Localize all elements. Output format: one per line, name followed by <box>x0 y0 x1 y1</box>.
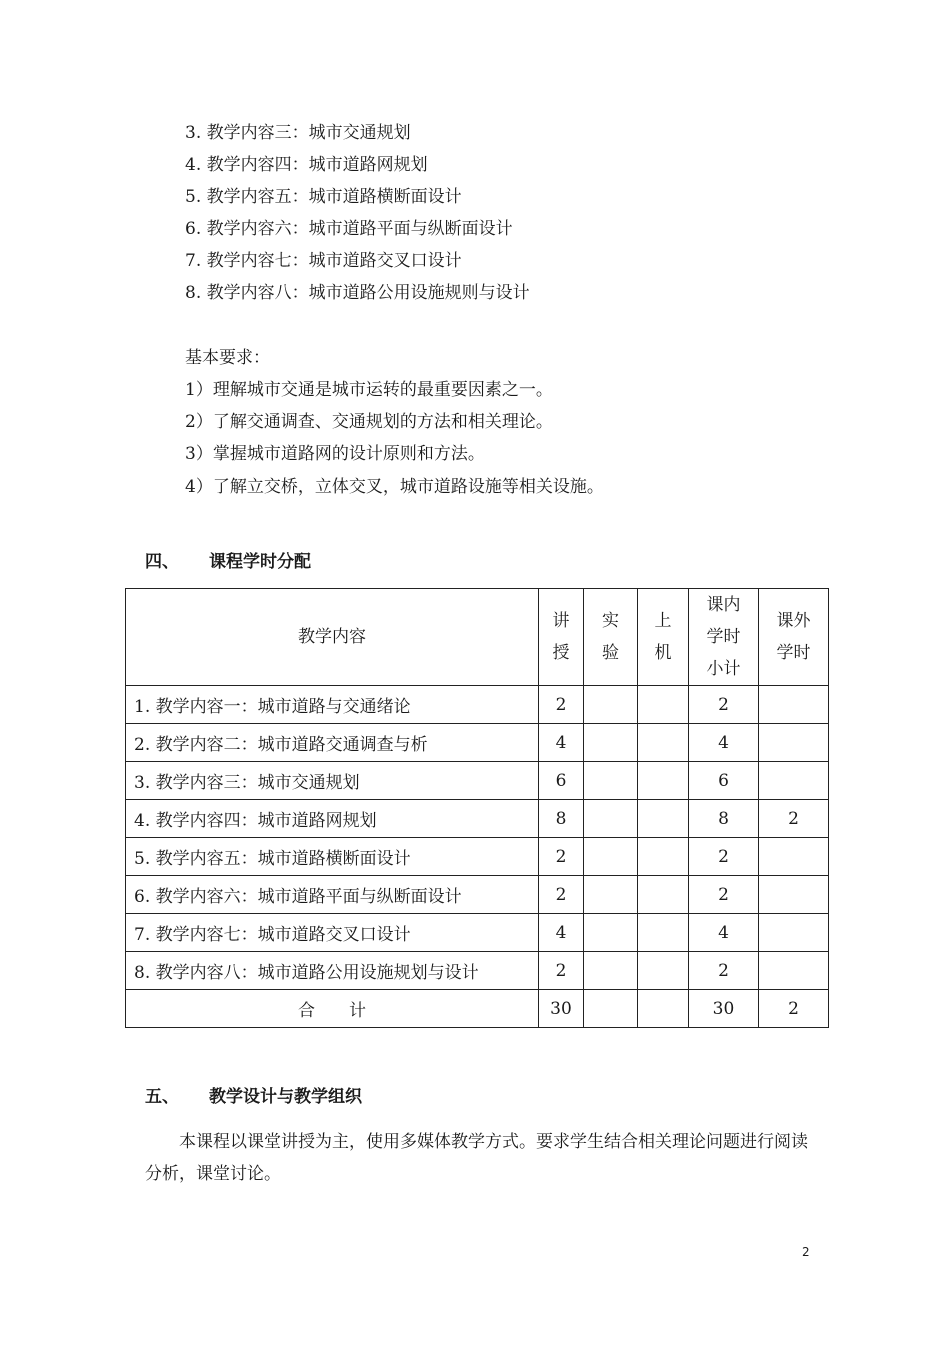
cell-content: 5. 教学内容五：城市道路横断面设计 <box>126 838 539 876</box>
table-row <box>126 914 829 952</box>
cell-extra: 2 <box>759 800 829 838</box>
cell-experiment <box>584 724 638 762</box>
cell-subtotal: 2 <box>689 838 759 876</box>
table-row <box>126 876 829 914</box>
cell-subtotal: 4 <box>689 724 759 762</box>
cell-subtotal: 2 <box>689 686 759 724</box>
cell-extra <box>759 838 829 876</box>
cell-content: 4. 教学内容四：城市道路网规划 <box>126 800 539 838</box>
cell-lecture: 8 <box>539 800 584 838</box>
cell-extra <box>759 876 829 914</box>
cell-lecture: 2 <box>539 876 584 914</box>
total-extra: 2 <box>759 990 829 1028</box>
cell-experiment <box>584 876 638 914</box>
table-row <box>126 838 829 876</box>
table-row <box>126 762 829 800</box>
total-lecture: 30 <box>539 990 584 1028</box>
cell-lecture: 4 <box>539 914 584 952</box>
cell-content: 2. 教学内容二：城市道路交通调查与析 <box>126 724 539 762</box>
header-computer: 上 机 <box>638 589 689 686</box>
content-list-item: 3. 教学内容三：城市交通规划 <box>185 123 411 143</box>
header-content: 教学内容 <box>126 589 539 686</box>
table-row <box>126 800 829 838</box>
requirement-item: 2）了解交通调查、交通规划的方法和相关理论。 <box>185 412 553 432</box>
cell-extra <box>759 686 829 724</box>
cell-computer <box>638 952 689 990</box>
content-list-item: 4. 教学内容四：城市道路网规划 <box>185 155 428 175</box>
header-lecture: 讲 授 <box>539 589 584 686</box>
section-number: 四、 <box>145 552 179 572</box>
cell-extra <box>759 762 829 800</box>
cell-content: 1. 教学内容一：城市道路与交通绪论 <box>126 686 539 724</box>
cell-lecture: 2 <box>539 952 584 990</box>
header-extra: 课外 学时 <box>759 589 829 686</box>
header-experiment: 实 验 <box>584 589 638 686</box>
section-title: 课程学时分配 <box>209 552 311 572</box>
table-row <box>126 952 829 990</box>
cell-subtotal: 8 <box>689 800 759 838</box>
cell-lecture: 4 <box>539 724 584 762</box>
table-row <box>126 724 829 762</box>
hours-table <box>125 588 829 1028</box>
content-list-item: 7. 教学内容七：城市道路交叉口设计 <box>185 251 462 271</box>
cell-subtotal: 6 <box>689 762 759 800</box>
requirement-item: 3）掌握城市道路网的设计原则和方法。 <box>185 444 485 464</box>
cell-computer <box>638 838 689 876</box>
cell-experiment <box>584 686 638 724</box>
section5-paragraph: 本课程以课堂讲授为主，使用多媒体教学方式。要求学生结合相关理论问题进行阅读分析，课堂讨论。 <box>145 1132 808 1184</box>
cell-content: 3. 教学内容三：城市交通规划 <box>126 762 539 800</box>
cell-content: 6. 教学内容六：城市道路平面与纵断面设计 <box>126 876 539 914</box>
cell-computer <box>638 686 689 724</box>
cell-experiment <box>584 914 638 952</box>
cell-subtotal: 4 <box>689 914 759 952</box>
content-list-item: 5. 教学内容五：城市道路横断面设计 <box>185 187 462 207</box>
cell-lecture: 2 <box>539 686 584 724</box>
requirement-item: 4）了解立交桥，立体交叉，城市道路设施等相关设施。 <box>185 477 604 497</box>
requirements-title: 基本要求： <box>185 348 270 368</box>
table-header-row <box>126 589 829 686</box>
cell-computer <box>638 914 689 952</box>
page-number: 2 <box>802 1245 810 1259</box>
cell-experiment <box>584 762 638 800</box>
cell-experiment <box>584 800 638 838</box>
section-heading-4 <box>145 551 311 573</box>
total-subtotal: 30 <box>689 990 759 1028</box>
section-title: 教学设计与教学组织 <box>209 1087 362 1107</box>
cell-computer <box>638 800 689 838</box>
cell-computer <box>638 724 689 762</box>
cell-content: 7. 教学内容七：城市道路交叉口设计 <box>126 914 539 952</box>
cell-subtotal: 2 <box>689 952 759 990</box>
content-list-item: 8. 教学内容八：城市道路公用设施规则与设计 <box>185 283 530 303</box>
cell-extra <box>759 952 829 990</box>
total-computer <box>638 990 689 1028</box>
section-heading-5 <box>145 1086 362 1108</box>
total-experiment <box>584 990 638 1028</box>
cell-computer <box>638 762 689 800</box>
table-total-row <box>126 990 829 1028</box>
total-label: 合 计 <box>126 990 539 1028</box>
cell-subtotal: 2 <box>689 876 759 914</box>
content-list-item: 6. 教学内容六：城市道路平面与纵断面设计 <box>185 219 513 239</box>
cell-content: 8. 教学内容八：城市道路公用设施规划与设计 <box>126 952 539 990</box>
cell-experiment <box>584 838 638 876</box>
cell-extra <box>759 914 829 952</box>
cell-lecture: 6 <box>539 762 584 800</box>
requirement-item: 1）理解城市交通是城市运转的最重要因素之一。 <box>185 380 553 400</box>
table-row <box>126 686 829 724</box>
cell-experiment <box>584 952 638 990</box>
cell-computer <box>638 876 689 914</box>
section-number: 五、 <box>145 1087 179 1107</box>
cell-lecture: 2 <box>539 838 584 876</box>
header-subtotal: 课内 学时 小计 <box>689 589 759 686</box>
cell-extra <box>759 724 829 762</box>
